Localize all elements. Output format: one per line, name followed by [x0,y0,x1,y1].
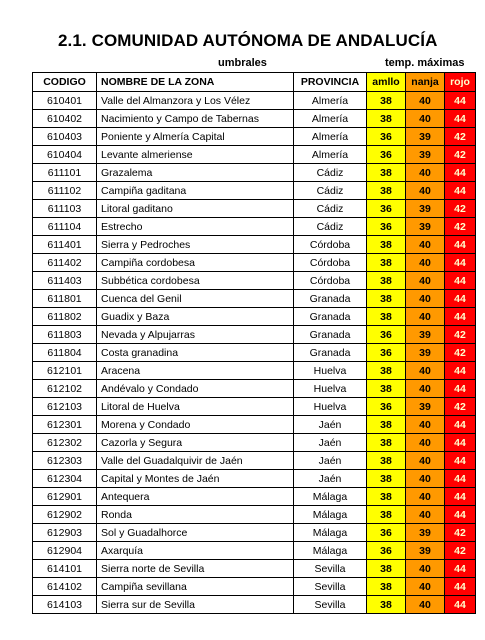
cell-rojo: 42 [445,542,476,560]
cell-zona: Capital y Montes de Jaén [97,470,294,488]
cell-codigo: 610401 [33,92,97,110]
cell-provincia: Granada [294,308,367,326]
cell-codigo: 611803 [33,326,97,344]
cell-zona: Guadix y Baza [97,308,294,326]
cell-provincia: Córdoba [294,236,367,254]
cell-codigo: 610404 [33,146,97,164]
cell-provincia: Málaga [294,506,367,524]
cell-naranja: 39 [406,146,445,164]
cell-codigo: 611804 [33,344,97,362]
cell-zona: Subbética cordobesa [97,272,294,290]
cell-naranja: 39 [406,542,445,560]
cell-zona: Sierra norte de Sevilla [97,560,294,578]
cell-codigo: 614101 [33,560,97,578]
cell-zona: Campiña sevillana [97,578,294,596]
temp-maximas-label: temp. máximas [385,57,465,69]
cell-rojo: 44 [445,362,476,380]
table-row [33,488,476,506]
header-rojo: rojo [445,73,476,92]
cell-codigo: 612904 [33,542,97,560]
cell-zona: Andévalo y Condado [97,380,294,398]
cell-amarillo: 38 [367,272,406,290]
table-row [33,146,476,164]
cell-rojo: 42 [445,326,476,344]
cell-provincia: Cádiz [294,200,367,218]
table-row [33,290,476,308]
cell-provincia: Málaga [294,488,367,506]
cell-amarillo: 38 [367,110,406,128]
cell-rojo: 44 [445,452,476,470]
cell-codigo: 614103 [33,596,97,614]
cell-amarillo: 38 [367,488,406,506]
header-naranja: nanja [406,73,445,92]
cell-provincia: Málaga [294,524,367,542]
table-row [33,308,476,326]
table-row [33,434,476,452]
cell-provincia: Almería [294,146,367,164]
cell-amarillo: 36 [367,542,406,560]
cell-rojo: 44 [445,290,476,308]
cell-rojo: 44 [445,506,476,524]
cell-amarillo: 38 [367,416,406,434]
cell-zona: Campiña cordobesa [97,254,294,272]
table-row [33,200,476,218]
cell-provincia: Huelva [294,362,367,380]
cell-naranja: 40 [406,452,445,470]
cell-codigo: 612102 [33,380,97,398]
cell-amarillo: 36 [367,524,406,542]
cell-rojo: 44 [445,164,476,182]
cell-rojo: 44 [445,416,476,434]
cell-codigo: 612901 [33,488,97,506]
cell-rojo: 42 [445,218,476,236]
cell-codigo: 612303 [33,452,97,470]
table-row [33,164,476,182]
cell-amarillo: 38 [367,308,406,326]
cell-zona: Sol y Guadalhorce [97,524,294,542]
cell-amarillo: 36 [367,146,406,164]
cell-zona: Nevada y Alpujarras [97,326,294,344]
cell-naranja: 40 [406,470,445,488]
cell-amarillo: 38 [367,290,406,308]
header-provincia: PROVINCIA [294,73,367,92]
cell-amarillo: 36 [367,326,406,344]
cell-rojo: 44 [445,236,476,254]
cell-zona: Axarquía [97,542,294,560]
cell-naranja: 40 [406,92,445,110]
cell-naranja: 39 [406,524,445,542]
cell-provincia: Cádiz [294,164,367,182]
cell-zona: Aracena [97,362,294,380]
cell-naranja: 40 [406,182,445,200]
cell-amarillo: 38 [367,254,406,272]
table-row [33,128,476,146]
cell-rojo: 44 [445,272,476,290]
cell-zona: Poniente y Almería Capital [97,128,294,146]
cell-provincia: Huelva [294,398,367,416]
cell-rojo: 44 [445,110,476,128]
cell-codigo: 611401 [33,236,97,254]
cell-amarillo: 38 [367,380,406,398]
cell-codigo: 610403 [33,128,97,146]
cell-rojo: 44 [445,470,476,488]
cell-zona: Litoral de Huelva [97,398,294,416]
cell-zona: Costa granadina [97,344,294,362]
cell-zona: Estrecho [97,218,294,236]
cell-zona: Litoral gaditano [97,200,294,218]
table-row [33,596,476,614]
cell-naranja: 40 [406,560,445,578]
cell-naranja: 40 [406,578,445,596]
cell-zona: Antequera [97,488,294,506]
cell-provincia: Córdoba [294,254,367,272]
cell-amarillo: 36 [367,218,406,236]
cell-amarillo: 38 [367,470,406,488]
cell-naranja: 39 [406,200,445,218]
cell-amarillo: 38 [367,164,406,182]
cell-codigo: 610402 [33,110,97,128]
table-row [33,560,476,578]
cell-codigo: 612101 [33,362,97,380]
table-row [33,380,476,398]
table-row [33,524,476,542]
table-row [33,182,476,200]
cell-zona: Valle del Guadalquivir de Jaén [97,452,294,470]
cell-rojo: 42 [445,524,476,542]
cell-naranja: 40 [406,290,445,308]
cell-codigo: 611402 [33,254,97,272]
cell-naranja: 40 [406,596,445,614]
cell-naranja: 40 [406,254,445,272]
cell-amarillo: 38 [367,452,406,470]
cell-naranja: 39 [406,398,445,416]
cell-codigo: 612902 [33,506,97,524]
cell-amarillo: 38 [367,236,406,254]
cell-amarillo: 38 [367,92,406,110]
table-row [33,362,476,380]
cell-provincia: Almería [294,92,367,110]
header-amarillo: amllo [367,73,406,92]
cell-naranja: 39 [406,218,445,236]
cell-codigo: 612103 [33,398,97,416]
cell-provincia: Cádiz [294,182,367,200]
cell-naranja: 40 [406,488,445,506]
cell-rojo: 44 [445,380,476,398]
cell-provincia: Almería [294,128,367,146]
cell-codigo: 611802 [33,308,97,326]
cell-amarillo: 38 [367,434,406,452]
table-row [33,92,476,110]
table-row [33,506,476,524]
cell-rojo: 44 [445,434,476,452]
cell-zona: Morena y Condado [97,416,294,434]
cell-amarillo: 36 [367,344,406,362]
cell-zona: Campiña gaditana [97,182,294,200]
cell-provincia: Sevilla [294,560,367,578]
cell-provincia: Granada [294,290,367,308]
cell-naranja: 40 [406,416,445,434]
cell-codigo: 614102 [33,578,97,596]
cell-provincia: Sevilla [294,578,367,596]
header-codigo: CODIGO [33,73,97,92]
cell-amarillo: 36 [367,200,406,218]
cell-zona: Ronda [97,506,294,524]
cell-codigo: 611801 [33,290,97,308]
cell-codigo: 612302 [33,434,97,452]
table-row [33,578,476,596]
table-row [33,416,476,434]
table-row [33,398,476,416]
cell-naranja: 40 [406,434,445,452]
cell-rojo: 44 [445,308,476,326]
cell-naranja: 39 [406,128,445,146]
table-row [33,110,476,128]
cell-naranja: 40 [406,308,445,326]
cell-provincia: Jaén [294,470,367,488]
cell-naranja: 40 [406,380,445,398]
umbrales-label: umbrales [218,57,267,69]
cell-codigo: 612304 [33,470,97,488]
cell-codigo: 611104 [33,218,97,236]
cell-provincia: Jaén [294,416,367,434]
cell-rojo: 42 [445,146,476,164]
cell-naranja: 40 [406,506,445,524]
cell-codigo: 612301 [33,416,97,434]
table-row [33,218,476,236]
cell-codigo: 612903 [33,524,97,542]
cell-codigo: 611103 [33,200,97,218]
table-row [33,452,476,470]
cell-naranja: 40 [406,362,445,380]
page-title: 2.1. COMUNIDAD AUTÓNOMA DE ANDALUCÍA [58,31,438,50]
cell-naranja: 40 [406,272,445,290]
cell-rojo: 44 [445,596,476,614]
table-row [33,344,476,362]
table-row [33,272,476,290]
cell-amarillo: 38 [367,506,406,524]
cell-provincia: Granada [294,344,367,362]
cell-zona: Levante almeriense [97,146,294,164]
cell-naranja: 40 [406,110,445,128]
table-row [33,542,476,560]
cell-provincia: Almería [294,110,367,128]
cell-rojo: 42 [445,398,476,416]
cell-provincia: Jaén [294,452,367,470]
cell-provincia: Sevilla [294,596,367,614]
cell-rojo: 44 [445,488,476,506]
cell-rojo: 44 [445,254,476,272]
cell-amarillo: 36 [367,398,406,416]
cell-rojo: 44 [445,560,476,578]
cell-rojo: 44 [445,182,476,200]
cell-codigo: 611403 [33,272,97,290]
cell-provincia: Cádiz [294,218,367,236]
cell-zona: Nacimiento y Campo de Tabernas [97,110,294,128]
cell-zona: Cuenca del Genil [97,290,294,308]
cell-naranja: 40 [406,164,445,182]
cell-zona: Valle del Almanzora y Los Vélez [97,92,294,110]
table-header-row [33,73,476,92]
cell-amarillo: 38 [367,182,406,200]
cell-amarillo: 36 [367,128,406,146]
table-row [33,254,476,272]
cell-provincia: Jaén [294,434,367,452]
cell-naranja: 40 [406,236,445,254]
cell-naranja: 39 [406,326,445,344]
cell-amarillo: 38 [367,560,406,578]
cell-zona: Sierra y Pedroches [97,236,294,254]
cell-codigo: 611102 [33,182,97,200]
cell-codigo: 611101 [33,164,97,182]
cell-provincia: Málaga [294,542,367,560]
cell-amarillo: 38 [367,578,406,596]
cell-zona: Cazorla y Segura [97,434,294,452]
thresholds-table [32,72,476,614]
cell-rojo: 44 [445,92,476,110]
cell-rojo: 42 [445,344,476,362]
cell-zona: Sierra sur de Sevilla [97,596,294,614]
table-row [33,236,476,254]
cell-amarillo: 38 [367,362,406,380]
table-row [33,326,476,344]
cell-provincia: Huelva [294,380,367,398]
cell-rojo: 44 [445,578,476,596]
cell-naranja: 39 [406,344,445,362]
table-row [33,470,476,488]
cell-rojo: 42 [445,200,476,218]
cell-provincia: Córdoba [294,272,367,290]
cell-zona: Grazalema [97,164,294,182]
cell-provincia: Granada [294,326,367,344]
header-zona: NOMBRE DE LA ZONA [97,73,294,92]
cell-amarillo: 38 [367,596,406,614]
cell-rojo: 42 [445,128,476,146]
